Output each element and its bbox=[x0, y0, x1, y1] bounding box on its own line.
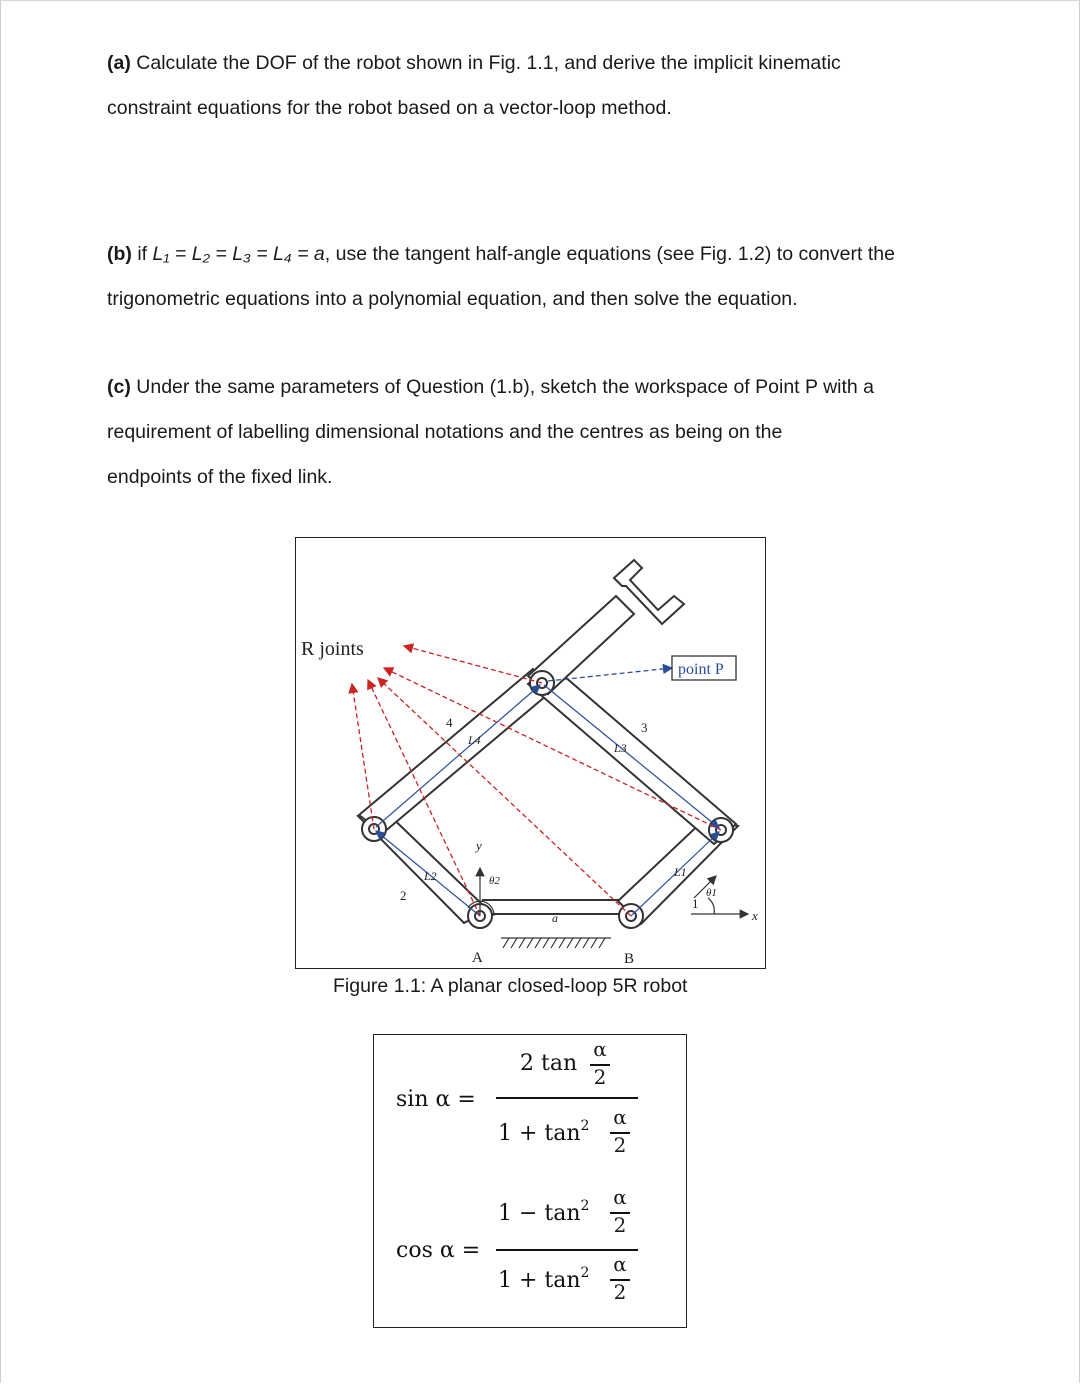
point-p-label: point P bbox=[678, 661, 724, 678]
question-c-label: (c) bbox=[107, 376, 131, 398]
A-label: A bbox=[472, 950, 483, 966]
cos-denominator: $1 + \tan^2$ bbox=[498, 1265, 590, 1293]
question-a bbox=[107, 41, 841, 131]
question-b-condition: L₁ = L₂ = L₃ = L₄ = a bbox=[152, 243, 325, 265]
theta1-label: θ1 bbox=[706, 887, 717, 899]
half-angle-equations bbox=[373, 1034, 687, 1328]
question-a-line2: constraint equations for the robot based on a vector-loop method. bbox=[107, 97, 672, 119]
sin-num-alpha: α bbox=[593, 1037, 607, 1061]
question-b-line1-rest: , use the tangent half-angle equations (see Fig. 1.2) to convert the bbox=[324, 243, 895, 265]
link-4-number: 4 bbox=[446, 715, 453, 730]
question-b-prefix: if bbox=[137, 243, 153, 265]
figure-caption: Figure 1.1: A planar closed-loop 5R robot bbox=[333, 975, 688, 997]
question-b-line2: trigonometric equations into a polynomial equation, and then solve the equation. bbox=[107, 288, 798, 310]
theta2-label: θ2 bbox=[489, 875, 500, 887]
question-c-line3: endpoints of the fixed link. bbox=[107, 466, 333, 488]
sin-lhs: sin α = bbox=[396, 1087, 476, 1112]
cos-num-alpha: α bbox=[613, 1185, 627, 1209]
cos-numerator: $1 - \tan^2$ bbox=[498, 1198, 590, 1226]
figure-5r-robot bbox=[295, 537, 766, 969]
x-axis-label: x bbox=[752, 908, 758, 923]
y-axis-label: y bbox=[476, 838, 482, 853]
cos-num-two: 2 bbox=[613, 1213, 627, 1237]
B-label: B bbox=[624, 951, 635, 967]
axes-b bbox=[691, 876, 748, 914]
question-c bbox=[107, 365, 874, 500]
link-1-number: 1 bbox=[692, 896, 699, 911]
question-b-label: (b) bbox=[107, 243, 132, 265]
question-a-line1: Calculate the DOF of the robot shown in Fig. 1.1, and derive the implicit kinematic bbox=[136, 52, 841, 74]
L4-label: L4 bbox=[468, 733, 481, 747]
L1-label: L1 bbox=[674, 865, 687, 879]
cos-den-two: 2 bbox=[613, 1280, 627, 1304]
L3-label: L3 bbox=[614, 741, 627, 755]
sin-numerator: 2 tan bbox=[520, 1051, 578, 1076]
r-joints-label: R joints bbox=[301, 638, 364, 660]
cos-fraction-bar bbox=[496, 1249, 638, 1251]
question-c-line2: requirement of labelling dimensional notations and the centres as being on the bbox=[107, 421, 783, 443]
a-label: a bbox=[552, 911, 558, 925]
sin-num-two: 2 bbox=[593, 1065, 607, 1089]
robot-diagram bbox=[296, 538, 764, 967]
question-c-line1: Under the same parameters of Question (1.b), sketch the workspace of Point P with a bbox=[136, 376, 875, 398]
link-3-number: 3 bbox=[641, 720, 648, 735]
sin-den-two: 2 bbox=[613, 1133, 627, 1157]
link-2-number: 2 bbox=[400, 888, 407, 903]
L2-label: L2 bbox=[424, 869, 437, 883]
sin-fraction-bar bbox=[496, 1097, 638, 1099]
question-a-label: (a) bbox=[107, 52, 131, 74]
sin-den-alpha: α bbox=[613, 1105, 627, 1129]
ground-hatch bbox=[501, 938, 611, 948]
question-b bbox=[107, 232, 895, 322]
sin-denominator: $1 + \tan^2$ bbox=[498, 1118, 590, 1146]
cos-den-alpha: α bbox=[613, 1252, 627, 1276]
gripper bbox=[528, 560, 684, 694]
cos-lhs: cos α = bbox=[396, 1238, 481, 1263]
